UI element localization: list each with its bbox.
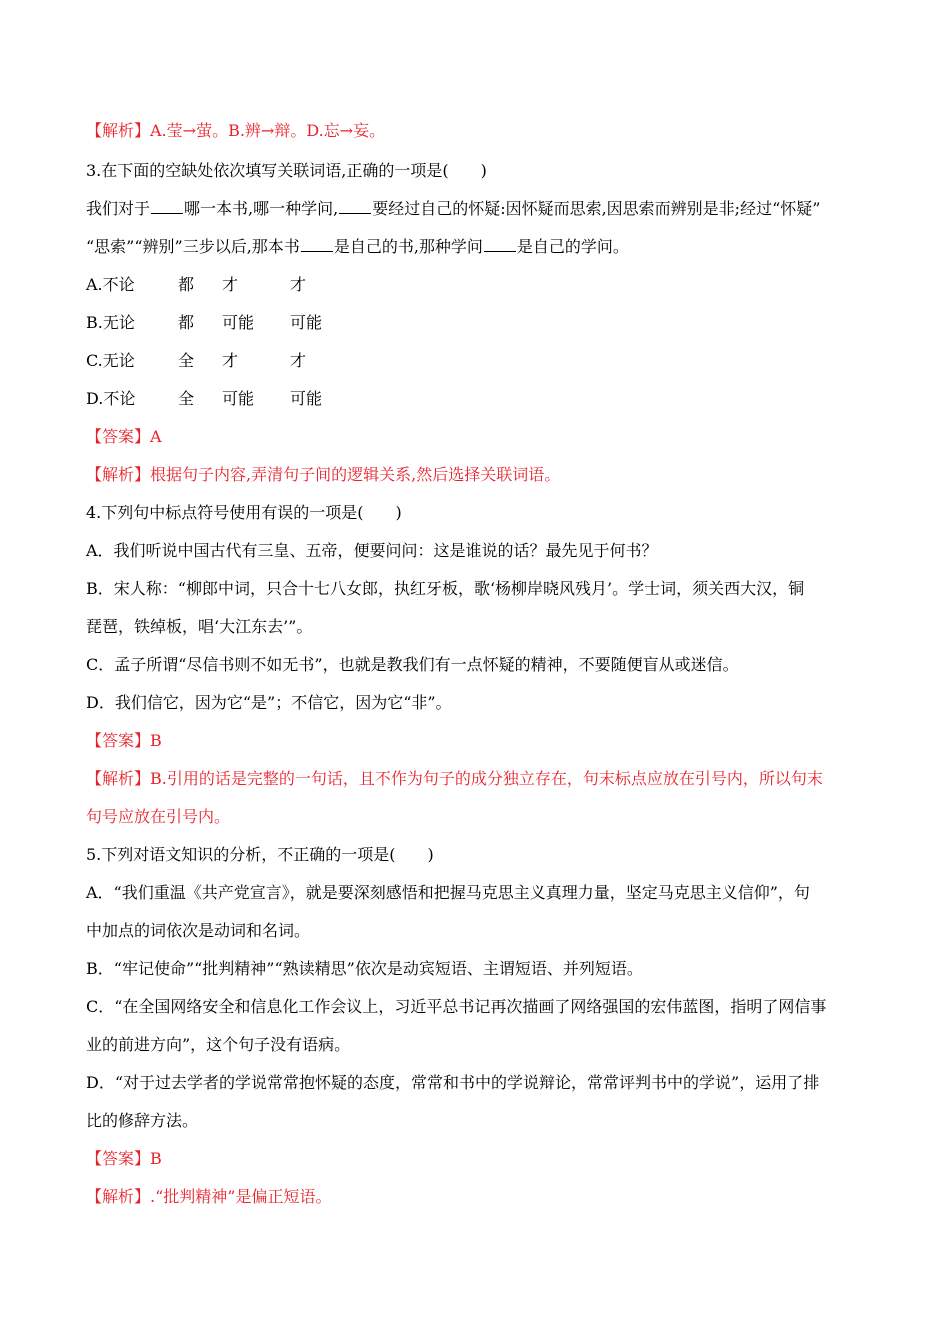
q3-answer	[86, 427, 162, 447]
analysis-text: B.引用的话是完整的一句话，且不作为句子的成分独立存在，句末标点应放在引号内，所以句末	[150, 769, 823, 788]
answer-value: B	[150, 731, 162, 750]
analysis-text: A.莹→萤。B.辨→辩。D.忘→妄。	[150, 121, 386, 140]
analysis-tag: 【解析】	[86, 465, 151, 484]
q3-option-a: A.不论 都 才 才	[86, 275, 307, 294]
fill-blank	[301, 237, 333, 252]
q3-option-d: D.不论 全 可能 可能	[86, 389, 323, 408]
analysis-tag: 【解析】	[86, 1187, 151, 1206]
q2-analysis	[86, 121, 385, 141]
q4-option-b-line2: 琵琶，铁绰板，唱‘大江东去’”。	[86, 617, 313, 636]
q5-option-d-line1: D．“对于过去学者的学说常常抱怀疑的态度，常常和书中的学说辩论，常常评判书中的学说”，运用了排	[86, 1073, 820, 1092]
q5-answer	[86, 1149, 162, 1169]
q4-stem: 4.下列句中标点符号使用有误的一项是( )	[86, 503, 402, 522]
answer-value: B	[150, 1149, 162, 1168]
analysis-tag: 【解析】	[86, 769, 151, 788]
q5-analysis	[86, 1187, 331, 1207]
q5-option-a-line2: 中加点的词依次是动词和名词。	[86, 921, 311, 940]
q4-option-c: C．孟子所谓“尽信书则不如无书”，也就是教我们有一点怀疑的精神，不要随便盲从或迷信。	[86, 655, 739, 674]
q3-analysis	[86, 465, 560, 485]
q4-analysis-line2: 句号应放在引号内。	[86, 807, 231, 826]
q3-stem: 3.在下面的空缺处依次填写关联词语,正确的一项是( )	[86, 161, 487, 180]
q4-analysis-line1	[86, 769, 823, 789]
q4-answer	[86, 731, 162, 751]
q4-option-b-line1: B．宋人称：“柳郎中词，只合十七八女郎，执红牙板，歌‘杨柳岸晓风残月’。学士词，须关西大汉，铜	[86, 579, 805, 598]
analysis-text: .“批判精神”是偏正短语。	[150, 1187, 332, 1206]
q3-option-c: C.无论 全 才 才	[86, 351, 307, 370]
q5-option-b: B．“牢记使命”“批判精神”“熟读精思”依次是动宾短语、主谓短语、并列短语。	[86, 959, 643, 978]
fill-blank	[484, 237, 516, 252]
analysis-tag: 【解析】	[86, 121, 151, 140]
q3-passage-line2: “思索”“辨别”三步以后,那本书 是自己的书,那种学问 是自己的学问。	[86, 237, 629, 256]
answer-tag: 【答案】	[86, 1149, 151, 1168]
answer-tag: 【答案】	[86, 731, 151, 750]
q5-option-c-line1: C．“在全国网络安全和信息化工作会议上，习近平总书记再次描画了网络强国的宏伟蓝图，指明了网信事	[86, 997, 827, 1016]
q3-option-b: B.无论 都 可能 可能	[86, 313, 323, 332]
q4-option-d: D．我们信它，因为它“是”；不信它，因为它“非”。	[86, 693, 452, 712]
q5-option-d-line2: 比的修辞方法。	[86, 1111, 199, 1130]
q5-stem: 5.下列对语文知识的分析，不正确的一项是( )	[86, 845, 434, 864]
fill-blank	[151, 199, 183, 214]
fill-blank	[339, 199, 371, 214]
q5-option-c-line2: 业的前进方向”，这个句子没有语病。	[86, 1035, 351, 1054]
answer-tag: 【答案】	[86, 427, 151, 446]
q4-option-a: A．我们听说中国古代有三皇、五帝，便要问问：这是谁说的话？最先见于何书？	[86, 541, 658, 560]
answer-value: A	[150, 427, 162, 446]
q3-passage-line1: 我们对于 哪一本书,哪一种学问, 要经过自己的怀疑:因怀疑而思索,因思索而辨别是非;经过“怀疑”	[86, 199, 821, 218]
q5-option-a-line1: A．“我们重温《共产党宣言》，就是要深刻感悟和把握马克思主义真理力量，坚定马克思主义信仰”，句	[86, 883, 810, 902]
analysis-text: 根据句子内容,弄清句子间的逻辑关系,然后选择关联词语。	[150, 465, 561, 484]
